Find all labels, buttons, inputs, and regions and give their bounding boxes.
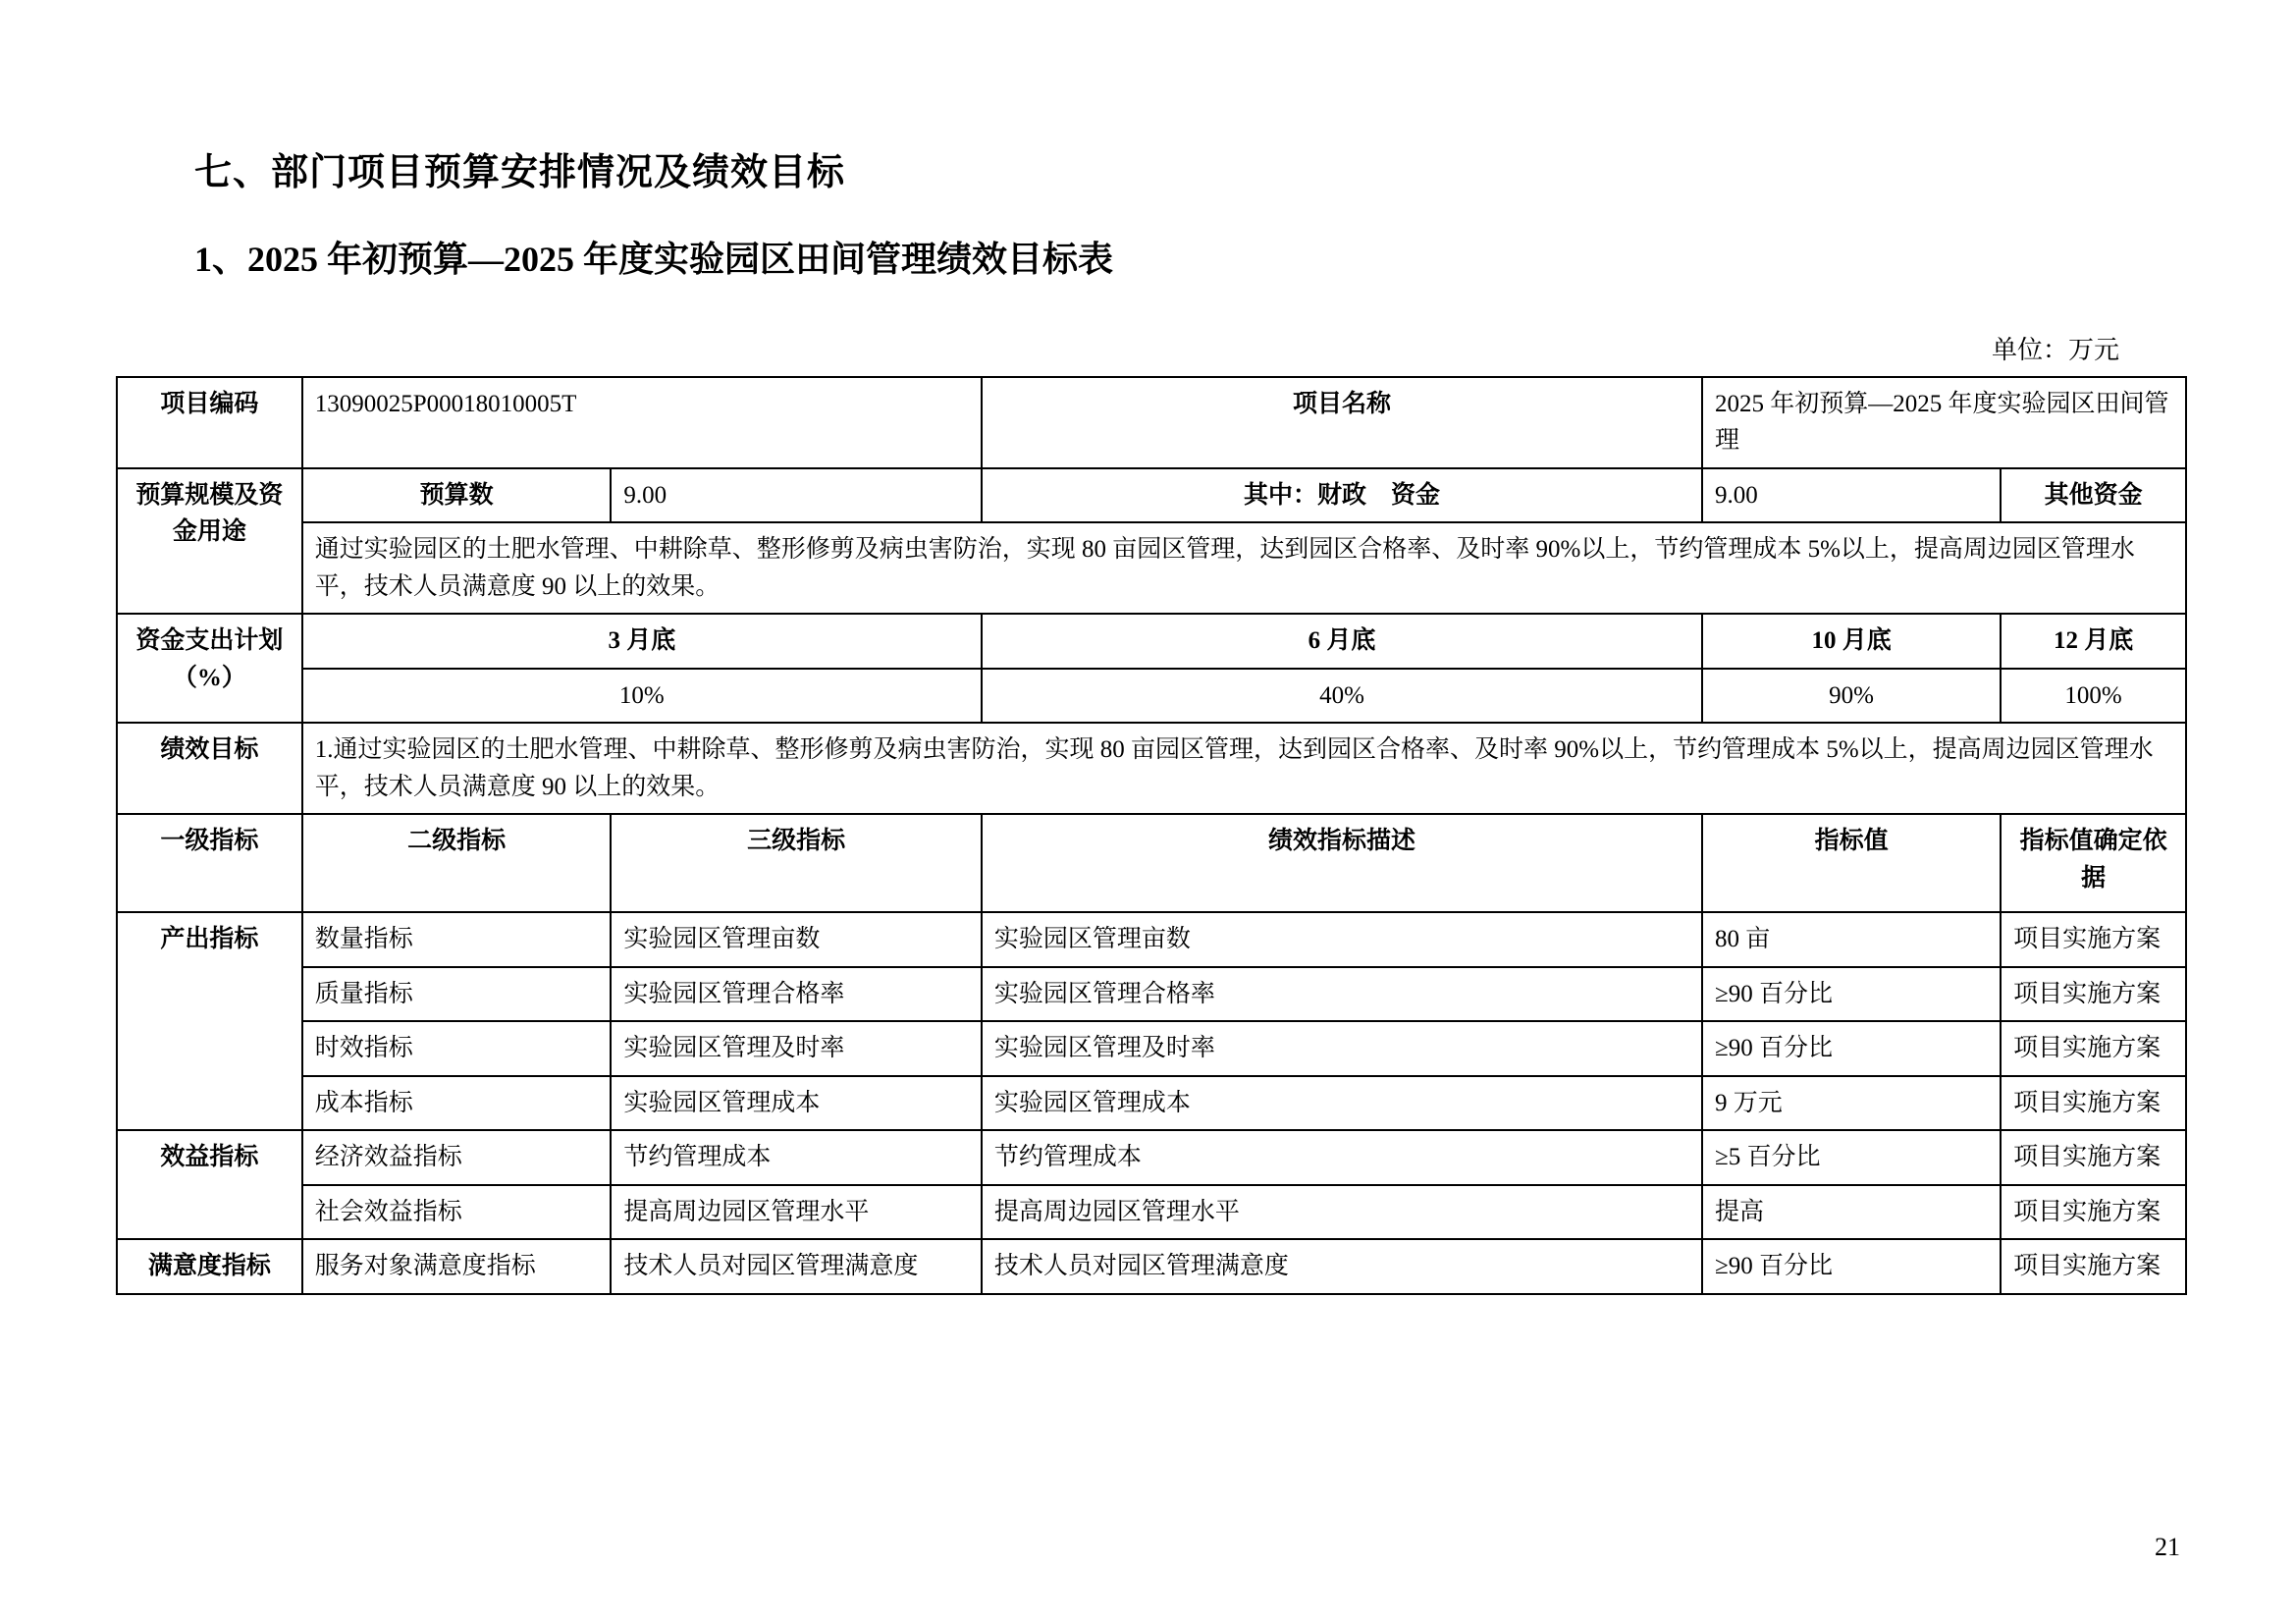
indicator-basis: 项目实施方案 — [2001, 1021, 2186, 1076]
col-header-level2: 二级指标 — [302, 814, 612, 912]
col-header-description: 绩效指标描述 — [982, 814, 1702, 912]
indicator-description: 实验园区管理亩数 — [982, 912, 1702, 967]
page-title: 七、部门项目预算安排情况及绩效目标 — [194, 152, 846, 193]
performance-goal-table — [116, 376, 2187, 1295]
indicator-value: 80 亩 — [1702, 912, 2001, 967]
spend-plan-label: 资金支出计划（%） — [117, 614, 302, 723]
col-header-level3: 三级指标 — [611, 814, 982, 912]
indicator-level3: 实验园区管理合格率 — [611, 967, 982, 1022]
indicator-header-row — [117, 814, 2186, 912]
indicator-value: ≥90 百分比 — [1702, 1021, 2001, 1076]
spend-plan-value-2: 40% — [982, 669, 1702, 724]
project-code-label: 项目编码 — [117, 377, 302, 468]
fiscal-fund-value: 9.00 — [1702, 468, 2001, 523]
group-label-satisfaction: 满意度指标 — [117, 1239, 302, 1294]
indicator-level2: 服务对象满意度指标 — [302, 1239, 612, 1294]
budget-amount-label: 预算数 — [302, 468, 612, 523]
table-row — [117, 1076, 2186, 1131]
budget-usage-text: 通过实验园区的土肥水管理、中耕除草、整形修剪及病虫害防治，实现 80 亩园区管理，达到园区合格率、及时率 90%以上，节约管理成本 5%以上，提高周边园区管理水平，技术人员满意度 90 以上的效果。 — [302, 522, 2186, 614]
col-header-level1: 一级指标 — [117, 814, 302, 912]
spend-plan-value-1: 10% — [302, 669, 982, 724]
table-row — [117, 1239, 2186, 1294]
indicator-basis: 项目实施方案 — [2001, 912, 2186, 967]
table-row — [117, 967, 2186, 1022]
indicator-description: 实验园区管理合格率 — [982, 967, 1702, 1022]
indicator-level3: 实验园区管理成本 — [611, 1076, 982, 1131]
indicator-basis: 项目实施方案 — [2001, 1185, 2186, 1240]
indicator-value: 提高 — [1702, 1185, 2001, 1240]
table-row — [117, 377, 2186, 468]
group-label-benefit: 效益指标 — [117, 1130, 302, 1239]
indicator-value: ≥90 百分比 — [1702, 1239, 2001, 1294]
spend-plan-value-3: 90% — [1702, 669, 2001, 724]
indicator-description: 技术人员对园区管理满意度 — [982, 1239, 1702, 1294]
indicator-level2: 时效指标 — [302, 1021, 612, 1076]
spend-plan-period-3: 10 月底 — [1702, 614, 2001, 669]
project-code-value: 13090025P00018010005T — [302, 377, 982, 468]
indicator-level2: 数量指标 — [302, 912, 612, 967]
unit-note: 单位：万元 — [1991, 335, 2119, 364]
table-row — [117, 1130, 2186, 1185]
budget-amount-value: 9.00 — [611, 468, 982, 523]
indicator-level3: 实验园区管理及时率 — [611, 1021, 982, 1076]
indicator-level2: 质量指标 — [302, 967, 612, 1022]
indicator-value: ≥5 百分比 — [1702, 1130, 2001, 1185]
budget-scale-label: 预算规模及资金用途 — [117, 468, 302, 615]
spend-plan-period-1: 3 月底 — [302, 614, 982, 669]
table-row — [117, 1021, 2186, 1076]
page-number: 21 — [2155, 1533, 2180, 1561]
indicator-value: ≥90 百分比 — [1702, 967, 2001, 1022]
table-row — [117, 614, 2186, 669]
page-subtitle: 1、2025 年初预算—2025 年度实验园区田间管理绩效目标表 — [194, 240, 1114, 280]
indicator-basis: 项目实施方案 — [2001, 1076, 2186, 1131]
indicator-level3: 技术人员对园区管理满意度 — [611, 1239, 982, 1294]
spend-plan-period-2: 6 月底 — [982, 614, 1702, 669]
performance-goal-text: 1.通过实验园区的土肥水管理、中耕除草、整形修剪及病虫害防治，实现 80 亩园区管理，达到园区合格率、及时率 90%以上，节约管理成本 5%以上，提高周边园区管理水平，技术人员满意度 90 以上的效果。 — [302, 723, 2186, 814]
table-row — [117, 723, 2186, 814]
project-name-label: 项目名称 — [982, 377, 1702, 468]
indicator-level2: 成本指标 — [302, 1076, 612, 1131]
fiscal-fund-label: 其中：财政 资金 — [982, 468, 1702, 523]
indicator-level3: 节约管理成本 — [611, 1130, 982, 1185]
indicator-level2: 经济效益指标 — [302, 1130, 612, 1185]
project-name-value: 2025 年初预算—2025 年度实验园区田间管理 — [1702, 377, 2186, 468]
indicator-level3: 提高周边园区管理水平 — [611, 1185, 982, 1240]
indicator-basis: 项目实施方案 — [2001, 1130, 2186, 1185]
indicator-value: 9 万元 — [1702, 1076, 2001, 1131]
indicator-level2: 社会效益指标 — [302, 1185, 612, 1240]
table-row — [117, 669, 2186, 724]
col-header-value: 指标值 — [1702, 814, 2001, 912]
indicator-basis: 项目实施方案 — [2001, 1239, 2186, 1294]
table-row — [117, 912, 2186, 967]
indicator-level3: 实验园区管理亩数 — [611, 912, 982, 967]
indicator-description: 提高周边园区管理水平 — [982, 1185, 1702, 1240]
other-fund-label: 其他资金 — [2001, 468, 2186, 523]
table-row — [117, 522, 2186, 614]
performance-goal-label: 绩效目标 — [117, 723, 302, 814]
indicator-basis: 项目实施方案 — [2001, 967, 2186, 1022]
table-row — [117, 468, 2186, 523]
spend-plan-period-4: 12 月底 — [2001, 614, 2186, 669]
table-row — [117, 1185, 2186, 1240]
indicator-description: 节约管理成本 — [982, 1130, 1702, 1185]
group-label-output: 产出指标 — [117, 912, 302, 1130]
col-header-basis: 指标值确定依据 — [2001, 814, 2186, 912]
indicator-description: 实验园区管理成本 — [982, 1076, 1702, 1131]
indicator-description: 实验园区管理及时率 — [982, 1021, 1702, 1076]
spend-plan-value-4: 100% — [2001, 669, 2186, 724]
